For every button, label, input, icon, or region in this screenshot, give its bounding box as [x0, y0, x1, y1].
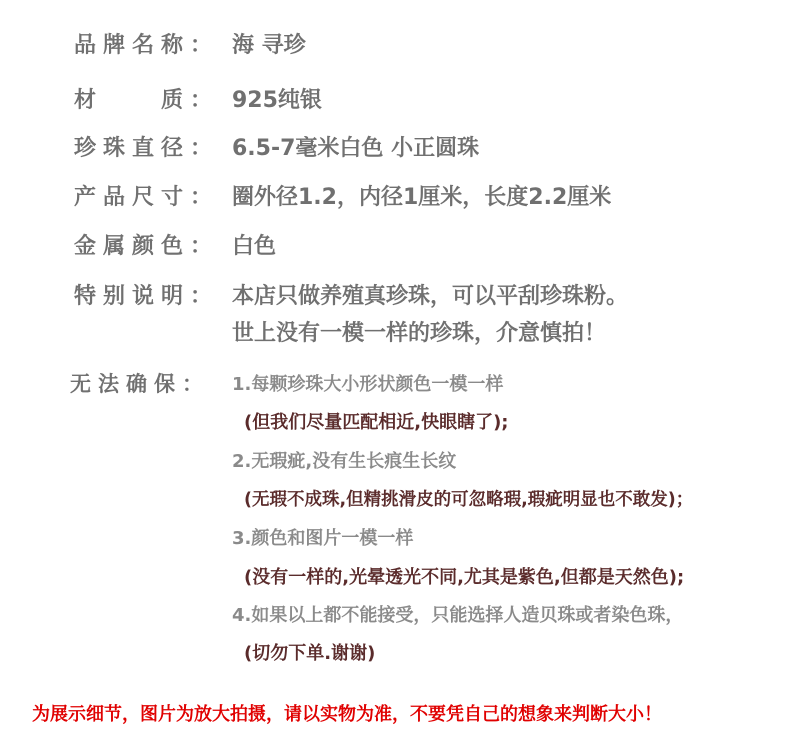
special-note-value: 本店只做养殖真珍珠，可以平刮珍珠粉。 — [232, 284, 629, 309]
guarantee-item-1: 1.每颗珍珠大小形状颜色一模一样 — [232, 374, 504, 395]
size-value: 圈外径1.2，内径1厘米，长度2.2厘米 — [232, 185, 612, 210]
brand-label: 品牌名称： — [74, 33, 220, 58]
size-disclaimer: 为展示细节，图片为放大拍摄，请以实物为准，不要凭自己的想象来判断大小！ — [32, 704, 662, 725]
guarantee-item-3: 3.颜色和图片一模一样 — [232, 528, 414, 549]
guarantee-item-1-note: (但我们尽量匹配相近,快眼瞎了); — [244, 412, 509, 433]
diameter-label: 珍珠直径： — [74, 136, 220, 161]
material-value: 925纯银 — [232, 88, 322, 113]
special-note-label: 特别说明： — [74, 284, 220, 309]
metal-color-label: 金属颜色： — [74, 234, 220, 259]
guarantee-item-4: 4.如果以上都不能接受，只能选择人造贝珠或者染色珠， — [232, 605, 684, 626]
metal-color-value: 白色 — [232, 234, 277, 259]
special-note-value-line2: 世上没有一模一样的珍珠，介意慎拍！ — [232, 321, 607, 346]
guarantee-item-2: 2.无瑕疵,没有生长痕生长纹 — [232, 451, 457, 472]
diameter-value: 6.5-7毫米白色 小正圆珠 — [232, 136, 480, 161]
guarantee-label: 无法确保： — [70, 372, 210, 396]
guarantee-item-2-note: (无瑕不成珠,但精挑滑皮的可忽略瑕,瑕疵明显也不敢发)； — [244, 490, 694, 510]
guarantee-item-4-note: (切勿下单.谢谢) — [244, 643, 376, 664]
brand-value: 海 寻珍 — [232, 33, 306, 58]
material-label: 材 质： — [74, 88, 220, 113]
size-label: 产品尺寸： — [74, 185, 220, 210]
guarantee-item-3-note: (没有一样的,光晕透光不同,尤其是紫色,但都是天然色); — [244, 567, 685, 588]
